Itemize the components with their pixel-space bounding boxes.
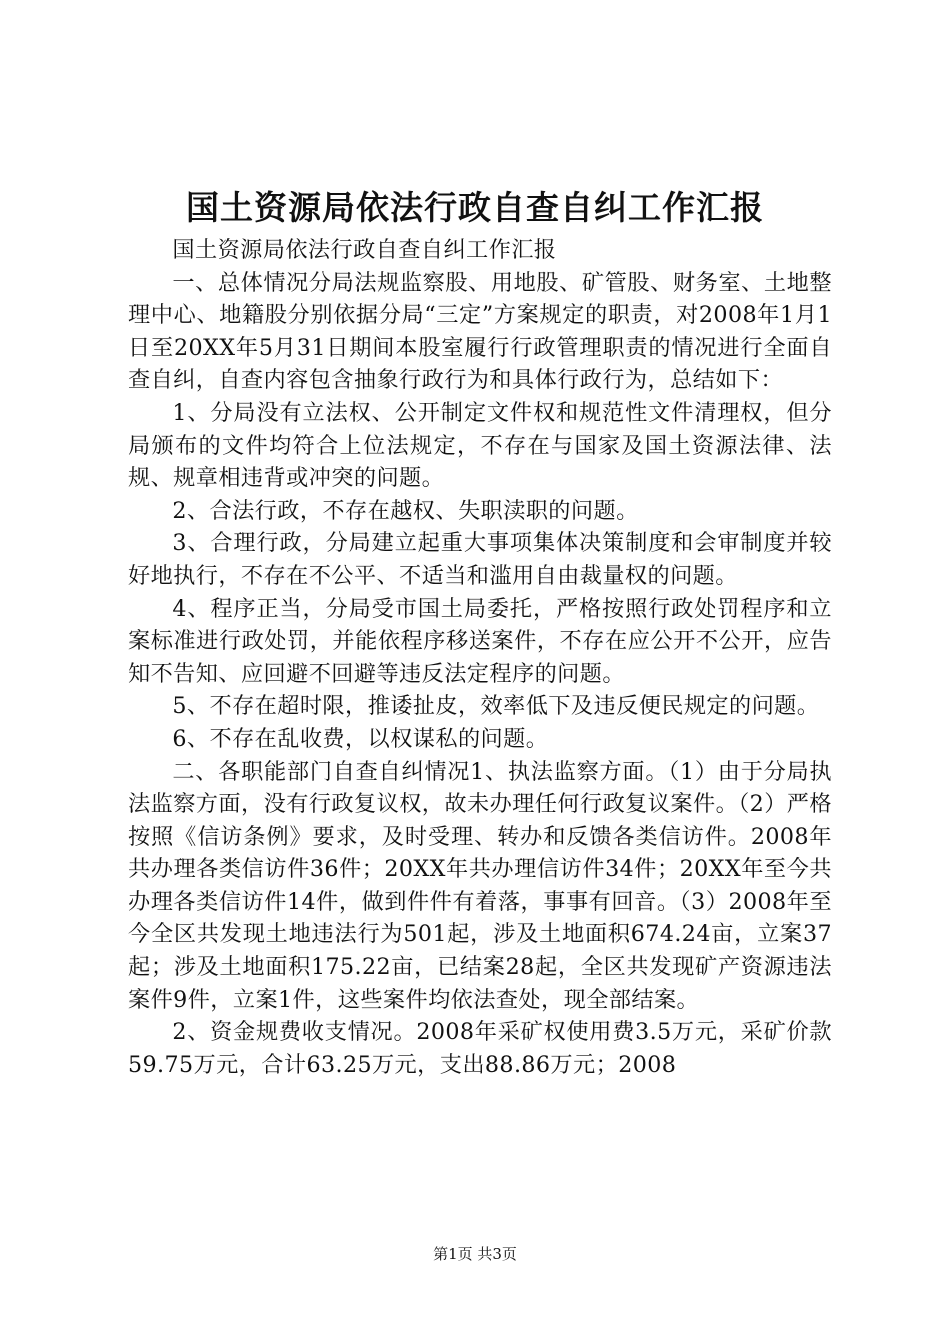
document-body — [128, 234, 832, 1081]
paragraph-item-3: 3、合理行政，分局建立起重大事项集体决策制度和会审制度并较好地执行，不存在不公平、不适当和滥用自由裁量权的问题。 — [128, 530, 832, 589]
paragraph-item-4: 4、程序正当，分局受市国土局委托，严格按照行政处罚程序和立案标准进行政处罚，并能依程序移送案件，不存在应公开不公开，应告知不告知、应回避不回避等违反法定程序的问题。 — [128, 595, 832, 687]
paragraph-funds: 2、资金规费收支情况。2008年采矿权使用费3.5万元，采矿价款59.75万元，合计63.25万元，支出88.86万元；2008 — [128, 1019, 832, 1078]
paragraph-overview: 一、总体情况分局法规监察股、用地股、矿管股、财务室、土地整理中心、地籍股分别依据分局“三定”方案规定的职责，对2008年1月1日至20XX年5月31日期间本股室履行行政管理职责的情况进行全面自查自纠，自查内容包含抽象行政行为和具体行政行为，总结如下： — [128, 269, 832, 394]
paragraph-section-2: 二、各职能部门自查自纠情况1、执法监察方面。（1）由于分局执法监察方面，没有行政复议权，故未办理任何行政复议案件。（2）严格按照《信访条例》要求，及时受理、转办和反馈各类信访件。2008年共办理各类信访件36件；20XX年共办理信访件34件；20XX年至今共办理各类信访件14件，做到件件有着落，事事有回音。（3）2008年至今全区共发现土地违法行为501起，涉及土地面积674.24亩，立案37起；涉及土地面积175.22亩，已结案28起，全区共发现矿产资源违法案件9件，立案1件，这些案件均依法查处，现全部结案。 — [128, 758, 832, 1013]
paragraph-subtitle: 国土资源局依法行政自查自纠工作汇报 — [172, 237, 557, 263]
page-footer: 第1页 共3页 — [433, 1245, 517, 1263]
paragraph-item-5: 5、不存在超时限，推诿扯皮，效率低下及违反便民规定的问题。 — [172, 693, 820, 720]
document-title: 国土资源局依法行政自查自纠工作汇报 — [186, 188, 764, 227]
paragraph-item-2: 2、合法行政，不存在越权、失职渎职的问题。 — [172, 497, 639, 524]
paragraph-item-6: 6、不存在乱收费，以权谋私的问题。 — [172, 725, 549, 752]
paragraph-item-1: 1、分局没有立法权、公开制定文件权和规范性文件清理权，但分局颁布的文件均符合上位法规定，不存在与国家及国土资源法律、法规、规章相违背或冲突的问题。 — [128, 399, 832, 492]
